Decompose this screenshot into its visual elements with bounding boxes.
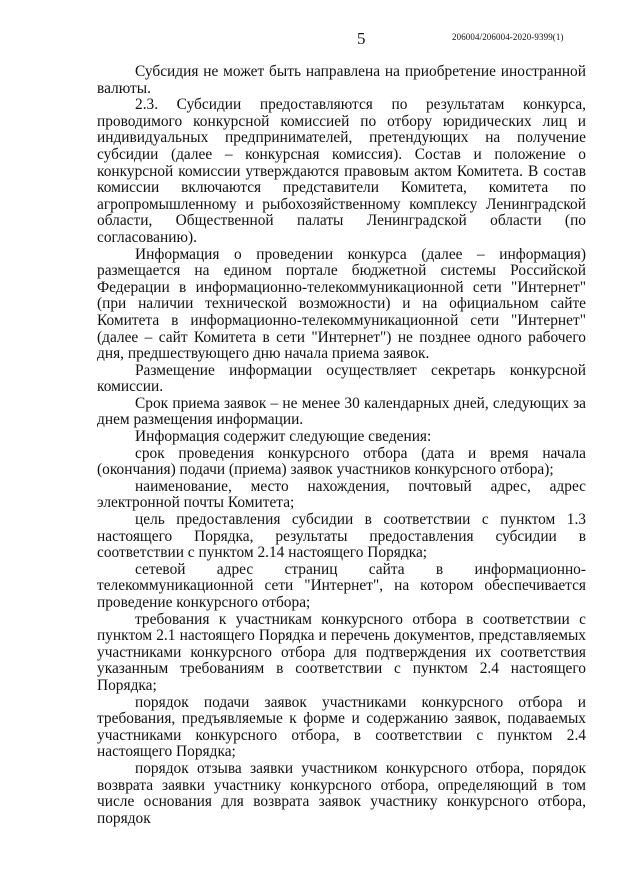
list-item-subsidy-purpose: цель предоставления субсидии в соответствии с пунктом 1.3 настоящего Порядка, результаты предоставления субсидии в соответствии с пунктом 2.14 настоящего Порядка; <box>97 511 586 562</box>
list-item-selection-period: срок проведения конкурсного отбора (дата и время начала (окончания) подачи (приема) заявок участников конкурсного отбора); <box>97 444 586 479</box>
list-item-participant-requirements: требования к участникам конкурсного отбора в соответствии с пунктом 2.1 настоящего Порядка и перечень документов, представляемых участниками конкурсного отбора для подтверждения их соответствия указанным требованиям в соответствии с пунктом 2.4 настоящего Порядка; <box>97 610 586 694</box>
paragraph-secretary: Размещение информации осуществляет секретарь конкурсной комиссии. <box>97 361 586 396</box>
paragraph-information-contents: Информация содержит следующие сведения: <box>135 428 432 446</box>
list-item-network-address: сетевой адрес страниц сайта в информационно-телекоммуникационной сети "Интернет", на котором обеспечивается проведение конкурсного отбора; <box>97 560 586 611</box>
list-item-committee-address: наименование, место нахождения, почтовый адрес, адрес электронной почты Комитета; <box>97 477 586 512</box>
page-number: 5 <box>357 29 366 48</box>
paragraph-information-publication: Информация о проведении конкурса (далее – информация) размещается на едином портале бюджетной системы Российской Федерации в информационно-телекоммуникационной сети "Интернет" (при наличии технической возможности) и на официальном сайте Комитета в информационно-телекоммуникационной сети "Интернет" (далее – сайт Комитета в сети "Интернет") не позднее одного рабочего дня, предшествующего дню начала приема заявок. <box>97 245 586 363</box>
paragraph-2-3-competition: 2.3. Субсидии предоставляются по результатам конкурса, проводимого конкурсной комиссией по отбору юридических лиц и индивидуальных предпринимателей, претендующих на получение субсидии (далее – конкурсная комиссия). Состав и положение о конкурсной комиссии утверждаются правовым актом Комитета. В состав комиссии включаются представители Комитета, комитета по агропромышленному и рыбохозяйственному комплексу Ленинградской области, Общественной палаты Ленинградской области (по согласованию). <box>97 96 586 246</box>
document-id: 206004/206004-2020-9399(1) <box>452 32 564 42</box>
list-item-withdrawal-procedure: порядок отзыва заявки участником конкурсного отбора, порядок возврата заявки участнику конкурсного отбора, определяющий в том числе основания для возврата заявок участнику конкурсного отбора, порядок <box>97 759 586 827</box>
document-body <box>97 64 586 827</box>
paragraph-currency-restriction: Субсидия не может быть направлена на приобретение иностранной валюты. <box>97 63 586 97</box>
paragraph-application-period: Срок приема заявок – не менее 30 календарных дней, следующих за днем размещения информации. <box>97 394 586 429</box>
list-item-application-procedure: порядок подачи заявок участниками конкурсного отбора и требования, предъявляемые к форме и содержанию заявок, подаваемых участниками конкурсного отбора, в соответствии с пунктом 2.4 настоящего Порядка; <box>97 693 586 761</box>
page-header <box>0 27 640 47</box>
